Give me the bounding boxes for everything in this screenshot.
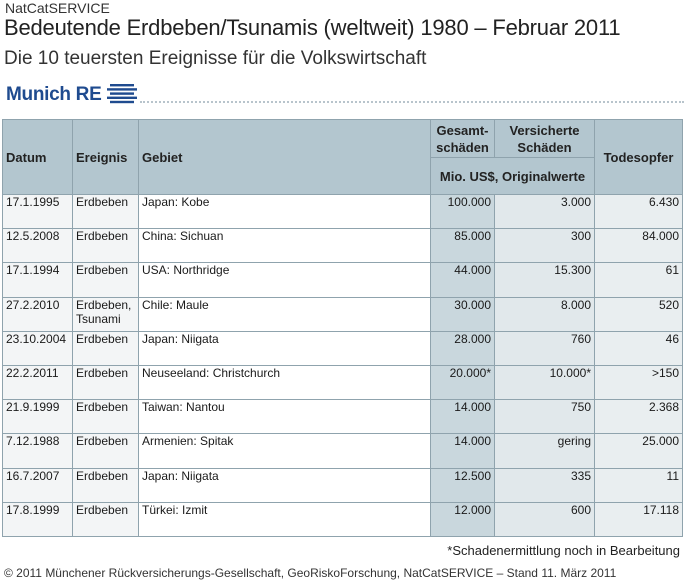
cell-insured-damage: 600 (495, 502, 595, 536)
cell-fatalities: 17.118 (595, 502, 683, 536)
cell-insured-damage: 335 (495, 468, 595, 502)
munich-re-mark-icon (107, 83, 137, 107)
col-header-region: Gebiet (139, 120, 431, 195)
cell-region: Japan: Niigata (139, 331, 431, 365)
cell-total-damage: 85.000 (431, 229, 495, 263)
cell-region: China: Sichuan (139, 229, 431, 263)
cell-date: 22.2.2011 (3, 365, 73, 399)
footnote: *Schadenermittlung noch in Bearbeitung (447, 543, 680, 558)
col-header-event: Ereignis (73, 120, 139, 195)
cell-event: Erdbeben (73, 434, 139, 468)
col-header-insured-damage (495, 120, 595, 158)
cell-insured-damage: 15.300 (495, 263, 595, 297)
cell-insured-damage: 750 (495, 400, 595, 434)
table-row (3, 365, 683, 399)
cell-date: 16.7.2007 (3, 468, 73, 502)
cell-insured-damage: 300 (495, 229, 595, 263)
header-divider (140, 101, 684, 103)
cell-date: 7.12.1988 (3, 434, 73, 468)
natcatservice-label: NatCatSERVICE (5, 0, 110, 16)
cell-fatalities: 46 (595, 331, 683, 365)
insured-damage-line2: Schäden (517, 139, 572, 155)
cell-fatalities: 61 (595, 263, 683, 297)
cell-insured-damage: 3.000 (495, 195, 595, 229)
table-row (3, 297, 683, 331)
cell-region: Japan: Niigata (139, 468, 431, 502)
cell-fatalities: 84.000 (595, 229, 683, 263)
cell-event: Erdbeben (73, 468, 139, 502)
cell-fatalities: 25.000 (595, 434, 683, 468)
cell-total-damage: 12.000 (431, 502, 495, 536)
cell-insured-damage: 760 (495, 331, 595, 365)
cell-total-damage: 14.000 (431, 400, 495, 434)
cell-date: 27.2.2010 (3, 297, 73, 331)
cell-fatalities: 2.368 (595, 400, 683, 434)
table-row (3, 229, 683, 263)
page-subtitle: Die 10 teuersten Ereignisse für die Volkswirtschaft (4, 48, 427, 69)
cell-region: Taiwan: Nantou (139, 400, 431, 434)
table-row (3, 434, 683, 468)
cell-total-damage: 20.000* (431, 365, 495, 399)
cell-insured-damage: gering (495, 434, 595, 468)
cell-event: Erdbeben, Tsunami (73, 297, 139, 331)
cell-event: Erdbeben (73, 502, 139, 536)
cell-region: Neuseeland: Christchurch (139, 365, 431, 399)
cell-region: Chile: Maule (139, 297, 431, 331)
cell-date: 21.9.1999 (3, 400, 73, 434)
table-row (3, 400, 683, 434)
cell-total-damage: 12.500 (431, 468, 495, 502)
cell-insured-damage: 8.000 (495, 297, 595, 331)
col-header-total-damage (431, 120, 495, 158)
cell-event: Erdbeben (73, 331, 139, 365)
cell-region: Armenien: Spitak (139, 434, 431, 468)
cell-region: USA: Northridge (139, 263, 431, 297)
total-damage-line1: Gesamt- (436, 122, 489, 138)
table-row (3, 502, 683, 536)
page-title: Bedeutende Erdbeben/Tsunamis (weltweit) 1980 – Februar 2011 (4, 15, 621, 40)
cell-date: 23.10.2004 (3, 331, 73, 365)
col-header-fatalities: Todesopfer (595, 120, 683, 195)
cell-fatalities: >150 (595, 365, 683, 399)
cell-event: Erdbeben (73, 195, 139, 229)
cell-region: Japan: Kobe (139, 195, 431, 229)
cell-fatalities: 520 (595, 297, 683, 331)
cell-date: 12.5.2008 (3, 229, 73, 263)
table-row (3, 468, 683, 502)
logo-text: Munich RE (6, 84, 102, 105)
col-header-date: Datum (3, 120, 73, 195)
copyright-footer: © 2011 Münchener Rückversicherungs-Gesellschaft, GeoRiskoForschung, NatCatSERVICE – Stand 11. März 2011 (4, 566, 617, 580)
cell-fatalities: 6.430 (595, 195, 683, 229)
cell-event: Erdbeben (73, 400, 139, 434)
table-row (3, 195, 683, 229)
cell-region: Türkei: Izmit (139, 502, 431, 536)
col-header-unit: Mio. US$, Originalwerte (431, 158, 595, 195)
cell-total-damage: 100.000 (431, 195, 495, 229)
munich-re-logo (6, 82, 137, 108)
cell-event: Erdbeben (73, 365, 139, 399)
total-damage-line2: schäden (436, 139, 489, 155)
cell-fatalities: 11 (595, 468, 683, 502)
table-row (3, 263, 683, 297)
cell-total-damage: 44.000 (431, 263, 495, 297)
cell-total-damage: 30.000 (431, 297, 495, 331)
cell-event: Erdbeben (73, 263, 139, 297)
cell-date: 17.1.1995 (3, 195, 73, 229)
cell-total-damage: 14.000 (431, 434, 495, 468)
events-table (2, 119, 683, 537)
cell-total-damage: 28.000 (431, 331, 495, 365)
insured-damage-line1: Versicherte (509, 122, 580, 138)
table-row (3, 331, 683, 365)
cell-event: Erdbeben (73, 229, 139, 263)
cell-date: 17.1.1994 (3, 263, 73, 297)
cell-date: 17.8.1999 (3, 502, 73, 536)
cell-insured-damage: 10.000* (495, 365, 595, 399)
